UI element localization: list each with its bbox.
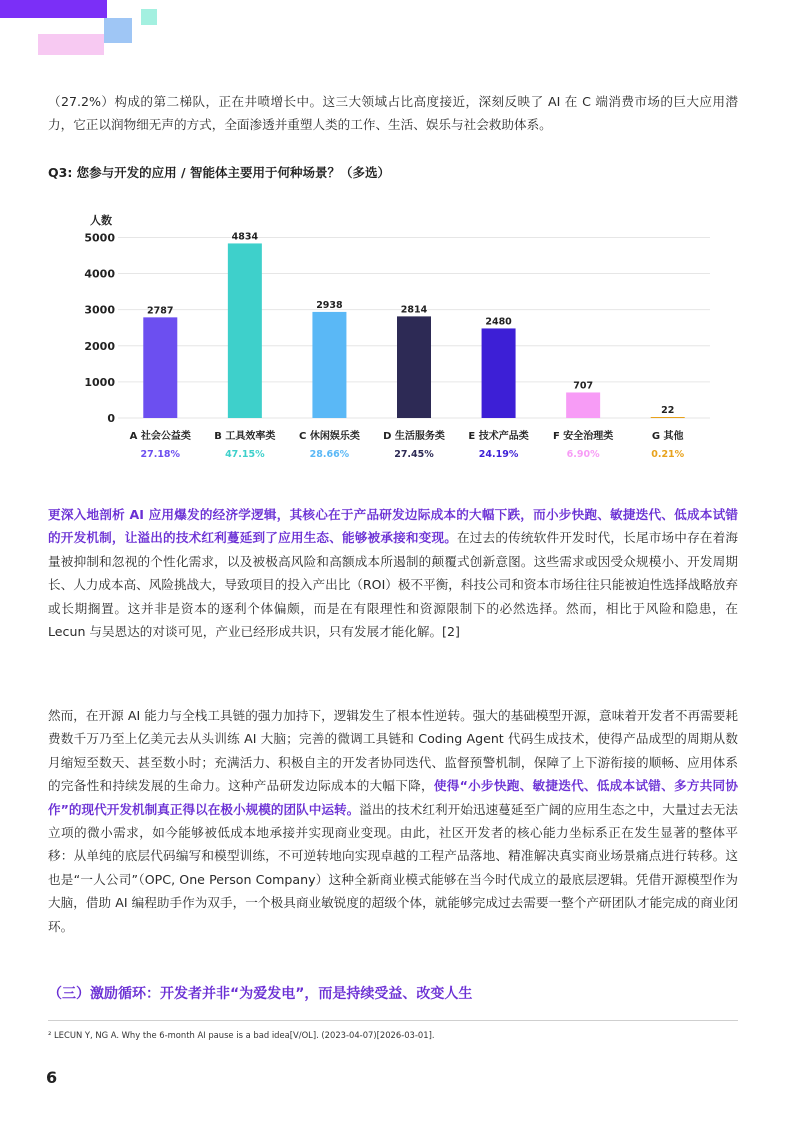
y-tick-label: 0 bbox=[107, 412, 115, 425]
x-percentage-label: 0.21% bbox=[651, 449, 685, 460]
bar-value-label: 2938 bbox=[316, 299, 343, 311]
bar bbox=[143, 317, 177, 418]
bar-value-label: 4834 bbox=[231, 231, 259, 243]
y-tick-label: 2000 bbox=[84, 339, 115, 353]
bar-value-label: 2787 bbox=[147, 305, 174, 317]
paragraph-reversal bbox=[48, 704, 738, 938]
x-percentage-label: 24.19% bbox=[478, 449, 519, 460]
paragraph-economics-highlight: 更深入地剖析 AI 应用爆发的经济学逻辑，其核心在于产品研发边际成本的大幅下跌，而小步快跑、敏捷迭代、低成本试错的开发机制，让溢出的技术红利蔓延到了应用生态、能够被承接和变现。 bbox=[48, 507, 738, 546]
bar bbox=[312, 312, 346, 418]
bar bbox=[651, 417, 685, 418]
x-percentage-label: 28.66% bbox=[309, 449, 350, 460]
bar-value-label: 22 bbox=[661, 405, 675, 416]
corner-decoration-teal bbox=[141, 9, 157, 25]
paragraph-reversal-part2: 溢出的技术红利开始迅速蔓延至广阔的应用生态之中，大量过去无法立项的微小需求，如今能够被低成本地承接并实现商业变现。由此，社区开发者的核心能力坐标系正在发生显著的整体平移：从单纯的底层代码编写和模型训练，不可逆转地向实现卓越的工程产品落地、精准解决真实商业场景痛点进行转移。这也是“一人公司”（OPC, One Person Company）这种全新商业模式能够在当今时代成立的最底层逻辑。凭借开源模型作为大脑，借助 AI 编程助手作为双手，一个极具商业敏锐度的超级个体，就能够完成过去需要一整个产研团队才能完成的商业闭环。 bbox=[48, 801, 738, 934]
page-number: 6 bbox=[46, 1068, 58, 1087]
y-tick-label: 4000 bbox=[84, 267, 115, 281]
x-category-label: A 社会公益类 bbox=[129, 431, 191, 442]
corner-decoration-blue bbox=[104, 18, 132, 43]
x-category-label: E 技术产品类 bbox=[468, 431, 529, 442]
x-percentage-label: 6.90% bbox=[566, 449, 600, 460]
bar-chart bbox=[60, 205, 720, 470]
x-percentage-label: 27.18% bbox=[140, 449, 181, 460]
section-heading: （三）激励循环：开发者并非“为爱发电”，而是持续受益、改变人生 bbox=[48, 986, 473, 1002]
x-category-label: F 安全治理类 bbox=[552, 431, 614, 442]
bar bbox=[228, 243, 262, 418]
y-axis-label: 人数 bbox=[90, 214, 112, 227]
bar bbox=[397, 316, 431, 418]
paragraph-economics-body: 在过去的传统软件开发时代，长尾市场中存在着海量被抑制和忽视的个性化需求，以及被极高风险和高额成本所遏制的颠覆式创新意图。这些需求或因受众规模小、开发周期长、人力成本高、风险挑战大，导致项目的投入产出比（ROI）极不平衡，科技公司和资本市场往往只能被迫性选择战略放弃或长期搁置。这并非是资本的逐利个体偏颇，而是在有限理性和资源限制下的必然选择。然而，相比于风险和隐患，在 Lecun 与吴恩达的对谈可见，产业已经形成共识，只有发展才能化解。[2] bbox=[48, 530, 738, 640]
x-category-label: D 生活服务类 bbox=[383, 431, 445, 442]
paragraph-reversal-part1: 然而，在开源 AI 能力与全栈工具链的强力加持下，逻辑发生了根本性逆转。强大的基础模型开源，意味着开发者不再需要耗费数千万乃至上亿美元去从头训练 AI 大脑；完善的微调工具链和 Coding Agent 代码生成技术，使得产品成型的周期从数月缩短至数天、甚至数小时；充满活力、积极自主的开发者协同迭代、监督预警机制，保障了上下游衔接的顺畅、应用体系的完备性和持续发展的生命力。这种产品研发边际成本的大幅下降， bbox=[48, 708, 738, 794]
bar bbox=[482, 328, 516, 418]
y-tick-label: 5000 bbox=[84, 231, 115, 245]
y-tick-label: 1000 bbox=[84, 375, 115, 389]
paragraph-reversal-highlight: 使得“小步快跑、敏捷迭代、低成本试错、多方共同协作”的现代开发机制真正得以在极小规模的团队中运转。 bbox=[48, 778, 739, 817]
bar bbox=[566, 392, 600, 418]
x-percentage-label: 47.15% bbox=[225, 449, 265, 460]
paragraph-economics bbox=[48, 503, 738, 643]
bar-value-label: 707 bbox=[573, 380, 594, 392]
corner-decoration-pink bbox=[38, 34, 104, 55]
footnote: ² LECUN Y, NG A. Why the 6-month AI pause is a bad idea[V/OL]. (2023-04-07)[2026-03-01]. bbox=[48, 1030, 435, 1040]
question-heading: Q3: 您参与开发的应用 / 智能体主要用于何种场景？（多选） bbox=[48, 165, 390, 180]
x-percentage-label: 27.45% bbox=[394, 449, 434, 460]
x-category-label: B 工具效率类 bbox=[214, 431, 276, 442]
x-category-label: C 休闲娱乐类 bbox=[299, 431, 360, 442]
corner-decoration-purple bbox=[0, 0, 107, 18]
y-tick-label: 3000 bbox=[84, 303, 115, 317]
x-category-label: G 其他 bbox=[651, 431, 684, 442]
bar-value-label: 2480 bbox=[485, 316, 512, 328]
bar-value-label: 2814 bbox=[400, 304, 428, 316]
footnote-divider bbox=[48, 1020, 738, 1021]
intro-paragraph: （27.2%）构成的第二梯队，正在井喷增长中。这三大领域占比高度接近，深刻反映了 AI 在 C 端消费市场的巨大应用潜力，它正以润物细无声的方式，全面渗透并重塑人类的工作、生活、娱乐与社会救助体系。 bbox=[48, 94, 738, 133]
